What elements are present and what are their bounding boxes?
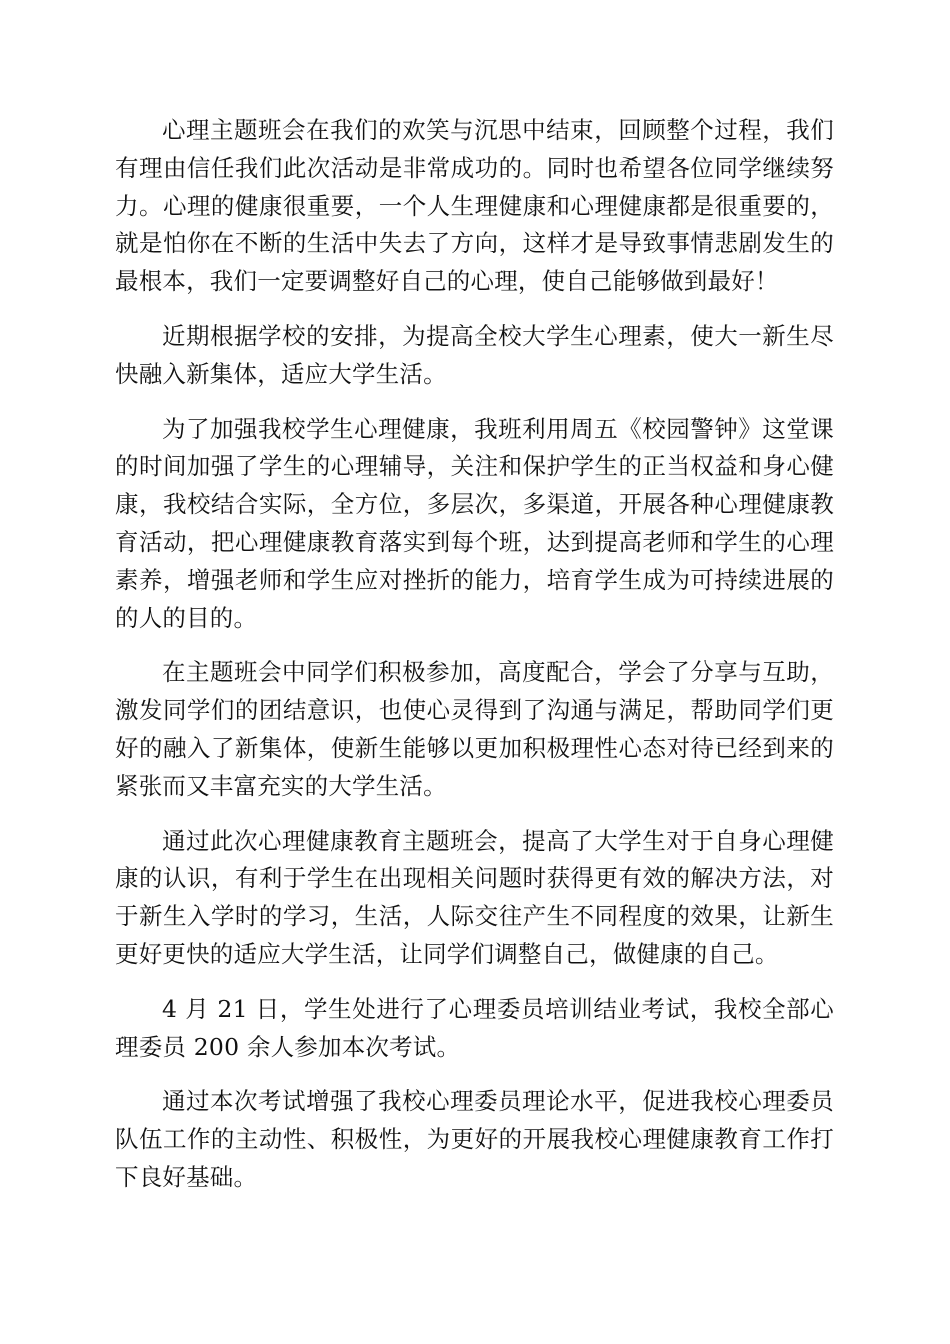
paragraph-3: 为了加强我校学生心理健康，我班利用周五《校园警钟》这堂课的时间加强了学生的心理辅导，关注和保护学生的正当权益和身心健康，我校结合实际，全方位，多层次，多渠道，开展各种心理健康教育活动，把心理健康教育落实到每个班，达到提高老师和学生的心理素养，增强老师和学生应对挫折的能力，培育学生成为可持续进展的的人的目的。 [115,414,834,632]
paragraph-6: 4 月 21 日，学生处进行了心理委员培训结业考试，我校全部心理委员 200 余人参加本次考试。 [115,994,834,1061]
paragraph-7: 通过本次考试增强了我校心理委员理论水平，促进我校心理委员队伍工作的主动性、积极性，为更好的开展我校心理健康教育工作打下良好基础。 [115,1087,834,1191]
document-page [115,112,834,1214]
paragraph-5: 通过此次心理健康教育主题班会，提高了大学生对于自身心理健康的认识，有利于学生在出现相关问题时获得更有效的解决方法，对于新生入学时的学习，生活，人际交往产生不同程度的效果，让新生更好更快的适应大学生活，让同学们调整自己，做健康的自己。 [115,826,834,968]
paragraph-1: 心理主题班会在我们的欢笑与沉思中结束，回顾整个过程，我们有理由信任我们此次活动是非常成功的。同时也希望各位同学继续努力。心理的健康很重要，一个人生理健康和心理健康都是很重要的，就是怕你在不断的生活中失去了方向，这样才是导致事情悲剧发生的最根本，我们一定要调整好自己的心理，使自己能够做到最好！ [115,116,834,296]
paragraph-2: 近期根据学校的安排，为提高全校大学生心理素，使大一新生尽快融入新集体，适应大学生活。 [115,321,834,388]
paragraph-4: 在主题班会中同学们积极参加，高度配合，学会了分享与互助，激发同学们的团结意识，也使心灵得到了沟通与满足，帮助同学们更好的融入了新集体，使新生能够以更加积极理性心态对待已经到来的紧张而又丰富充实的大学生活。 [115,658,834,800]
